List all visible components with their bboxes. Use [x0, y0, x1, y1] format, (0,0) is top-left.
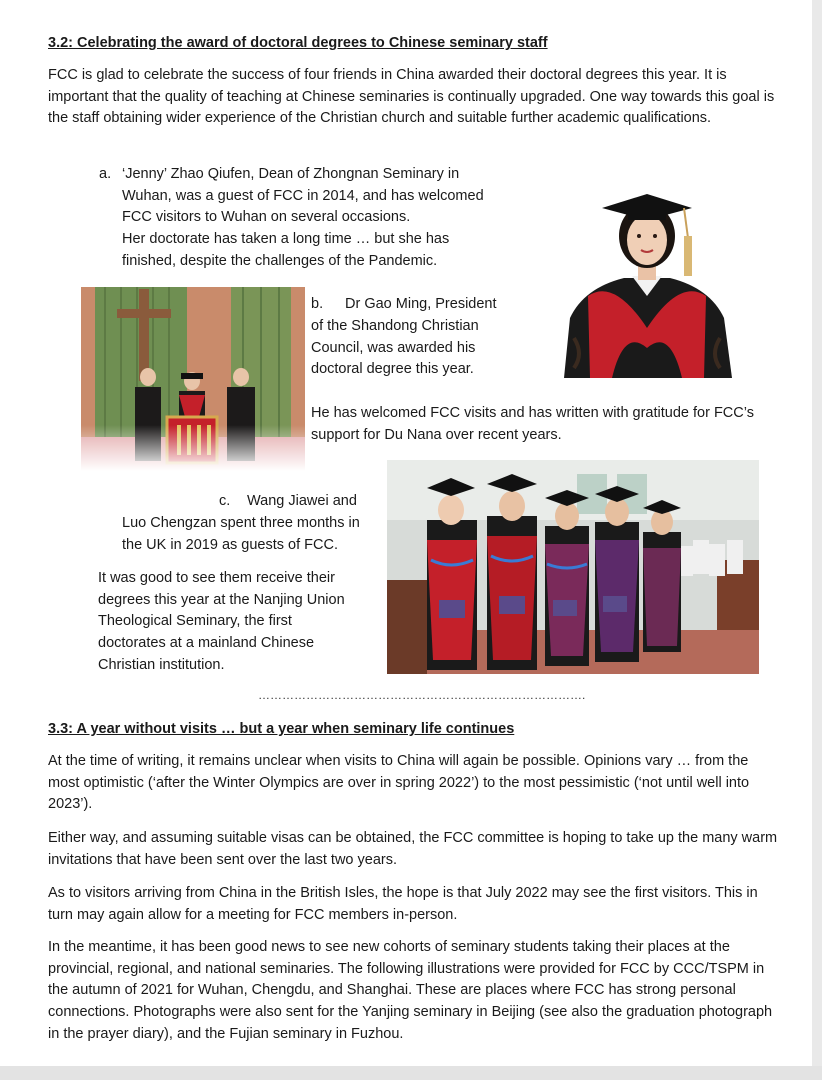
seated-graduates-photo	[387, 460, 759, 674]
item-a-line: Wuhan, was a guest of FCC in 2014, and has welcomed	[122, 187, 484, 204]
item-a-line: Her doctorate has taken a long time … but she has	[122, 231, 450, 248]
item-a-line: finished, despite the challenges of the Pandemic.	[122, 252, 438, 269]
item-c-follow-line: degrees this year at the Nanjing Union	[98, 591, 345, 608]
item-b-followup	[311, 403, 781, 446]
item-a-marker: a.	[99, 166, 112, 182]
item-b-marker: b.	[311, 296, 324, 312]
item-c-follow-line: Theological Seminary, the first	[98, 613, 292, 630]
item-c-marker: c.	[219, 493, 231, 509]
item-c-line: Luo Chengzan spent three months in	[122, 515, 360, 531]
graduate-portrait-photo	[554, 178, 740, 378]
item-b-follow-line: He has welcomed FCC visits and has written with gratitude for FCC’s	[311, 405, 754, 421]
page-edge-right	[812, 0, 822, 1080]
item-c-line: the UK in 2019 as guests of FCC.	[122, 536, 338, 553]
section-3-2-intro: FCC is glad to celebrate the success of four friends in China awarded their doctoral degrees this year. It is important that the quality of teaching at Chinese seminaries is continually upgraded. One way towards this goal is the staff obtaining wider experience of the Christian church and suitable further academic qualifications.	[48, 67, 775, 127]
item-c-followup	[98, 568, 378, 677]
section-3-3-paragraph: Either way, and assuming suitable visas can be obtained, the FCC committee is hoping to take up the many warm invitations that have been sent over the last two years.	[48, 830, 778, 868]
item-a-line: FCC visitors to Wuhan on several occasions.	[122, 209, 411, 226]
item-c-follow-line: doctorates at a mainland Chinese	[98, 635, 315, 652]
section-3-3-paragraph: At the time of writing, it remains unclear when visits to China will again be possible. Opinions vary … from the most optimistic (‘after the Winter Olympics are over in spring 2022’) to the most pessimistic (‘not until well into 2023’).	[48, 753, 750, 813]
item-b-text	[311, 316, 541, 381]
item-b-line: Council, was awarded his	[311, 339, 476, 356]
section-3-3-paragraph: As to visitors arriving from China in the British Isles, the hope is that July 2022 may see the first visitors. This in turn may again allow for a meeting for FCC members in-person.	[48, 885, 758, 923]
section-3-3-paragraph: In the meantime, it has been good news to see new cohorts of seminary students taking their places at the provincial, regional, and national seminaries. The following illustrations were provided for FCC by CCC/TSPM in the autumn of 2021 for Wuhan, Chengdu, and Shanghai. These are places where FCC has strong personal connections. Photographs were also sent for the Yanjing seminary in Beijing (see also the graduation photograph in the prayer diary), and the Fujian seminary in Fuzhou.	[48, 939, 773, 1042]
section-separator: ……………………………………………………………………….	[258, 688, 586, 702]
item-b-line: Dr Gao Ming, President	[345, 296, 497, 312]
page-edge-bottom	[0, 1066, 822, 1080]
item-a-text	[122, 164, 522, 273]
item-b-follow-line: support for Du Nana over recent years.	[311, 426, 562, 443]
item-c-text	[122, 513, 382, 556]
section-heading-3-3: 3.3: A year without visits … but a year when seminary life continues	[48, 721, 515, 737]
item-c-follow-line: Christian institution.	[98, 656, 225, 673]
section-heading-3-2: 3.2: Celebrating the award of doctoral degrees to Chinese seminary staff	[48, 35, 548, 51]
item-c-follow-line: It was good to see them receive their	[98, 570, 335, 586]
item-a-line: ‘Jenny’ Zhao Qiufen, Dean of Zhongnan Seminary in	[122, 166, 460, 182]
item-b-first-line	[345, 294, 497, 316]
item-b-line: doctoral degree this year.	[311, 361, 474, 378]
church-ceremony-photo	[81, 287, 305, 471]
item-c-line: Wang Jiawei and	[247, 493, 357, 509]
item-b-line: of the Shandong Christian	[311, 318, 479, 334]
